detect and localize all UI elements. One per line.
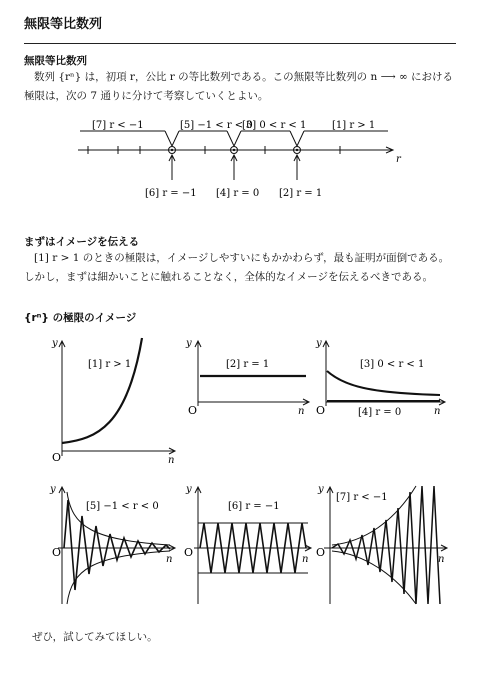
title-divider [24, 43, 456, 44]
range-label-1: [1] r > 1 [332, 120, 376, 131]
y-axis-label: y [186, 338, 192, 349]
damped-oscillation [64, 500, 173, 590]
section-heading-limit-images: {rⁿ} の極限のイメージ [24, 312, 137, 324]
graph-r-between-neg1-0 [42, 482, 178, 606]
graph-label-5: [5] −1 < r < 0 [86, 501, 159, 512]
origin-label: O [188, 404, 198, 417]
page-title: 無限等比数列 [24, 17, 103, 32]
graph-label-6: [6] r = −1 [228, 501, 280, 512]
graph-label-4: [4] r = 0 [358, 407, 402, 418]
x-axis-label: n [298, 406, 305, 417]
intro-line-2: 極限は，次の 7 通りに分けて考察していくとよい。 [24, 90, 269, 102]
number-line-diagram [0, 110, 480, 205]
graph-r-gt-1 [42, 336, 178, 466]
range-label-5: [5] −1 < r < 0 [180, 120, 253, 131]
x-axis-label: n [302, 554, 309, 565]
axis-var-r: r [396, 154, 401, 165]
image-line-1: [1] r > 1 のときの極限は，イメージしやすいにもかかわらず，最も証明が面倒である。 [34, 252, 450, 264]
image-line-2: しかし，まずは細かいことに触れることなく，全体的なイメージを伝えるべきである。 [24, 271, 433, 283]
y-axis-label: y [316, 338, 322, 349]
curve-growth [62, 338, 142, 443]
origin-label: O [184, 546, 194, 559]
range-label-7: [7] r < −1 [92, 120, 144, 131]
x-axis-label: n [166, 554, 173, 565]
graph-r-eq-neg1 [178, 482, 314, 606]
graph-label-2: [2] r = 1 [226, 359, 270, 370]
graph-label-1: [1] r > 1 [88, 359, 132, 370]
point-label-2: [2] r = 1 [279, 188, 323, 199]
section-heading-geometric-sequence: 無限等比数列 [24, 55, 87, 67]
graph-r-eq-1 [178, 336, 314, 420]
origin-label: O [52, 546, 62, 559]
image-paragraph [24, 249, 458, 287]
point-label-6: [6] r = −1 [145, 188, 197, 199]
x-axis-label: n [168, 455, 175, 466]
section-heading-image: まずはイメージを伝える [24, 236, 140, 248]
y-axis-label: y [52, 338, 58, 349]
envelope-lower [67, 551, 173, 604]
graph-label-3: [3] 0 < r < 1 [360, 359, 425, 370]
graph-r-between-0-1 [314, 336, 450, 426]
closing-text: ぜひ，試してみてほしい。 [32, 631, 158, 643]
graph-label-7: [7] r < −1 [336, 492, 388, 503]
y-axis-label: y [318, 484, 324, 495]
point-label-4: [4] r = 0 [216, 188, 260, 199]
origin-label: O [52, 451, 62, 464]
x-axis-label: n [438, 554, 445, 565]
y-axis-label: y [186, 484, 192, 495]
y-axis-label: y [50, 484, 56, 495]
range-label-3: [3] 0 < r < 1 [242, 120, 307, 131]
graph-r-lt-neg1 [314, 482, 450, 606]
origin-label: O [316, 546, 326, 559]
intro-line-1: 数列 {rⁿ} は，初項 r，公比 r の等比数列である。この無限等比数列の n ⟶ ∞ における [34, 71, 454, 83]
x-axis-label: n [434, 406, 441, 417]
intro-paragraph [24, 68, 458, 106]
curve-decay [327, 371, 440, 395]
diverging-oscillation [332, 486, 440, 604]
origin-label: O [316, 404, 326, 417]
